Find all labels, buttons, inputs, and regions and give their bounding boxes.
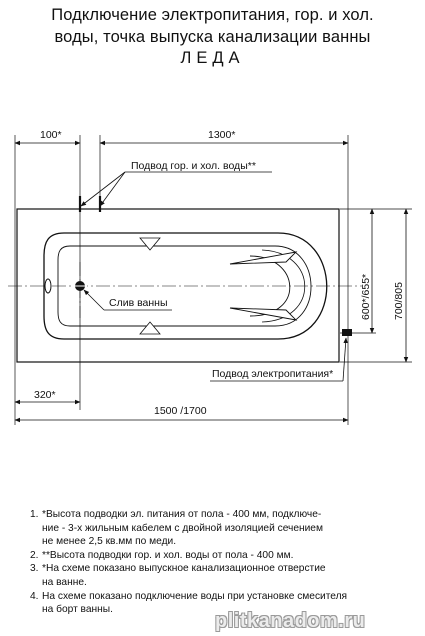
dim-600-655: 600*/655*	[360, 273, 372, 320]
drain-symbol	[73, 281, 87, 291]
note-line: ние - 3-х жильным кабелем с двойной изоляцией сечением	[42, 522, 323, 534]
model-name: ЛЕДА	[180, 49, 245, 67]
dim-100: 100*	[40, 129, 62, 141]
note-line: на борт ванны.	[42, 604, 113, 616]
dim-320: 320*	[34, 389, 56, 401]
center-lines	[8, 262, 362, 318]
note-item	[30, 562, 410, 589]
note-line: **Высота подводки гор. и хол. воды от пола - 400 мм.	[42, 549, 294, 561]
note-line: не менее 2,5 кв.мм по меди.	[42, 536, 177, 548]
dim-1500-1700: 1500 /1700	[154, 405, 207, 417]
note-item	[30, 508, 410, 549]
label-power-supply: Подвод электропитания*	[212, 368, 334, 380]
leader-lines	[81, 172, 346, 381]
armrest-bottom	[230, 308, 296, 320]
title-line-2: воды, точка выпуска канализации ванны	[54, 28, 371, 46]
dim-1300: 1300*	[208, 129, 236, 141]
overflow	[45, 279, 51, 293]
note-number: 2.	[30, 549, 39, 561]
notes-list	[30, 508, 410, 617]
title-line-1: Подключение электропитания, гор. и хол.	[51, 6, 374, 24]
armrest-top	[230, 252, 296, 264]
dim-700-805: 700/805	[393, 282, 405, 320]
note-number: 4.	[30, 590, 39, 602]
label-drain: Слив ванны	[109, 297, 168, 309]
note-line: *На схеме показано выпускное канализационное отверстие	[42, 563, 326, 575]
extension-lines	[15, 135, 412, 425]
note-number: 1.	[30, 509, 39, 520]
dimension-lines	[15, 143, 406, 420]
note-line: На схеме показано подключение воды при установке смесителя	[42, 590, 348, 602]
note-line: на ванне.	[42, 576, 87, 588]
label-water-supply: Подвод гор. и хол. воды**	[131, 160, 256, 172]
note-line: *Высота подводки эл. питания от пола - 400 мм, подключе-	[42, 509, 322, 520]
note-item	[30, 549, 410, 563]
power-connector	[342, 329, 352, 336]
watermark: plitkanadom.ru	[215, 610, 366, 632]
note-number: 3.	[30, 563, 39, 575]
